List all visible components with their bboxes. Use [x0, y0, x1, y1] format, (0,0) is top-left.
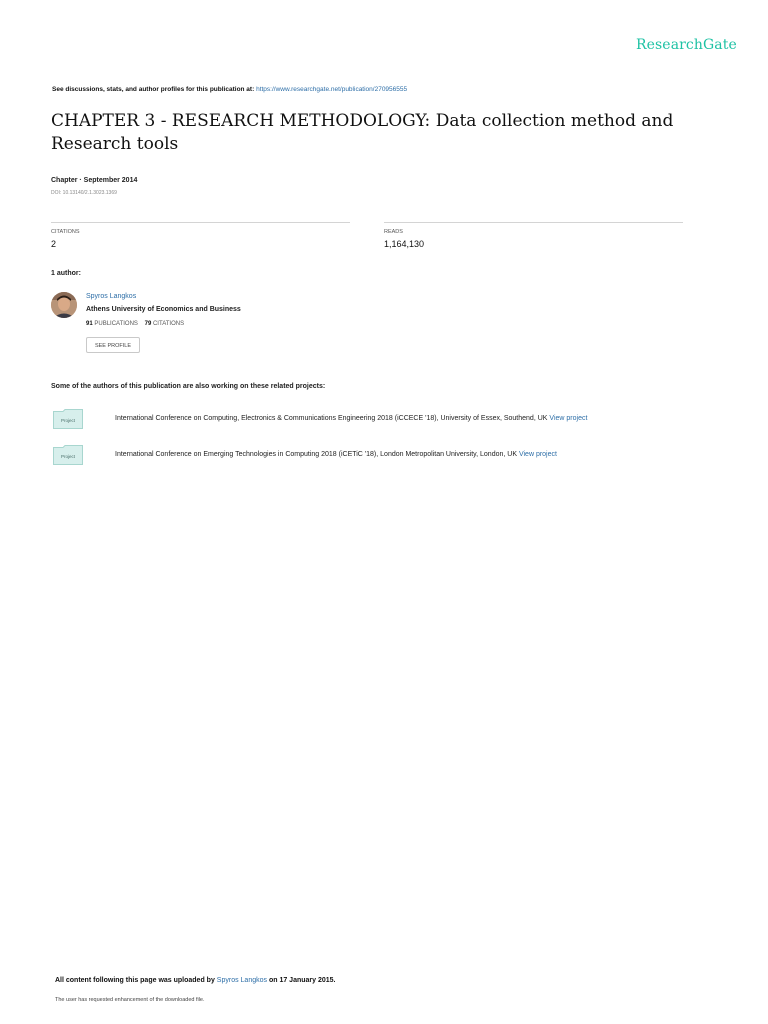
- uploaded-suffix: on 17 January 2015.: [268, 977, 336, 984]
- author-publications-count: 91: [86, 321, 93, 327]
- project-icon-label: Project: [60, 454, 75, 459]
- author-name-link[interactable]: Spyros Langkos: [86, 293, 137, 300]
- reads-divider: [384, 222, 683, 223]
- avatar-portrait-icon: [51, 292, 77, 318]
- author-stats: [86, 321, 184, 327]
- see-discussions-line: [52, 86, 407, 93]
- author-avatar[interactable]: [51, 292, 77, 318]
- uploaded-prefix: All content following this page was uploaded by: [55, 977, 215, 984]
- reads-value: 1,164,130: [384, 239, 425, 249]
- reads-label: READS: [384, 229, 403, 235]
- view-project-link[interactable]: View project: [518, 451, 557, 458]
- project-item: [115, 415, 587, 422]
- project-title: International Conference on Emerging Technologies in Computing 2018 (iCETiC '18), London Metropolitan University, London, UK: [115, 451, 517, 458]
- uploaded-by-line: [55, 977, 336, 984]
- researchgate-logo[interactable]: ResearchGate: [636, 37, 737, 53]
- project-title: International Conference on Computing, Electronics & Communications Engineering 2018 (iCCECE '18), University of Essex, Southend, UK: [115, 415, 548, 422]
- project-item: [115, 451, 557, 458]
- see-discussions-text: See discussions, stats, and author profiles for this publication at:: [52, 86, 255, 93]
- see-profile-button[interactable]: SEE PROFILE: [86, 337, 140, 353]
- project-folder-icon[interactable]: [53, 409, 83, 429]
- publication-url-link[interactable]: https://www.researchgate.net/publication/270956555: [256, 86, 408, 93]
- related-projects-heading: Some of the authors of this publication are also working on these related projects:: [51, 383, 326, 390]
- view-project-link[interactable]: View project: [549, 415, 588, 422]
- authors-heading: 1 author:: [51, 270, 81, 277]
- citations-label: CITATIONS: [51, 229, 80, 235]
- citations-divider: [51, 222, 350, 223]
- project-icon-label: Project: [60, 418, 75, 423]
- uploader-name-link[interactable]: Spyros Langkos: [216, 977, 267, 984]
- enhancement-note: The user has requested enhancement of the downloaded file.: [55, 997, 205, 1003]
- publication-title: CHAPTER 3 - RESEARCH METHODOLOGY: Data collection method and Research tools: [51, 111, 674, 154]
- author-institution: Athens University of Economics and Business: [86, 306, 241, 313]
- project-folder-icon[interactable]: [53, 445, 83, 465]
- publication-meta: Chapter · September 2014: [51, 177, 138, 184]
- citations-value: 2: [51, 239, 57, 249]
- author-citations-label: CITATIONS: [152, 321, 185, 327]
- author-publications-label: PUBLICATIONS: [94, 321, 138, 327]
- author-citations-count: 79: [144, 321, 152, 327]
- publication-doi: DOI: 10.13140/2.1.3023.1369: [51, 190, 117, 196]
